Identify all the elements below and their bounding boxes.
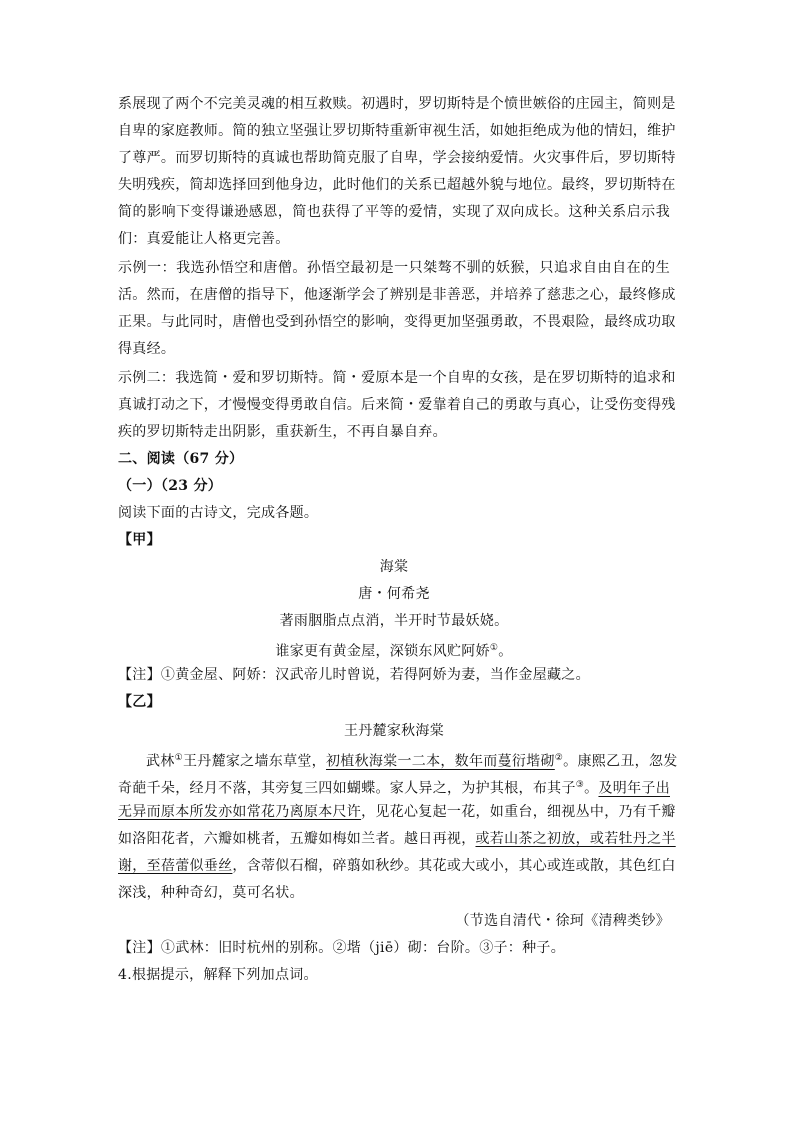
footnote-marker: ① <box>174 753 183 763</box>
text-line: 示例一：我选孙悟空和唐僧。孙悟空最初是一只桀骜不驯的妖猴，只追求自由自在的生 <box>118 260 670 276</box>
text-line: 系展现了两个不完美灵魂的相互救赎。初遇时，罗切斯特是个愤世嫉俗的庄园主，简则是 <box>118 96 676 112</box>
prose-note: 【注】①武林：旧时杭州的别称。②堦（jiē）砌：台阶。③子：种子。 <box>118 940 566 956</box>
text-line: 得真经。 <box>118 341 176 357</box>
text-span: 。康熙乙丑，忽发 <box>563 753 678 770</box>
text-line: 深浅，种种奇幻，莫可名状。 <box>118 885 304 901</box>
instruction: 阅读下面的古诗文，完成各题。 <box>118 505 319 521</box>
poem-title: 海棠 <box>379 559 409 575</box>
text-span: 武林 <box>146 753 175 770</box>
text-span: 如洛阳花者，六瓣如桃者，五瓣如梅如兰者。越日再视， <box>118 831 476 847</box>
example-one <box>118 255 676 363</box>
underlined-phrase: 谢，至蓓蕾似垂丝 <box>118 858 233 874</box>
text-line: 真诚打动之下，才慢慢变得勇敢自信。后来简・爱靠着自己的勇敢与真心，让受伤变得残 <box>118 397 676 413</box>
footnote-marker: ③ <box>575 780 585 790</box>
text-span: 。 <box>584 780 599 797</box>
poem-author: 唐・何希尧 <box>358 586 430 602</box>
text-span: 奇葩千朵，经月不落，其旁复三四如蝴蝶。家人异之，为护其根，布其子 <box>118 780 576 797</box>
text-line: 自卑的家庭教师。简的独立坚强让罗切斯特重新审视生活，如她拒绝成为他的情妇，维护 <box>118 123 676 139</box>
prose-source: （节选自清代・徐珂《清稗类钞》 <box>455 913 670 929</box>
underlined-phrase: 或若山茶之初放，或若牡丹之半 <box>475 831 676 847</box>
subsection-title: （一）（23 分） <box>118 478 223 494</box>
underlined-phrase: 无异而原本所发亦如常花乃离原本尺许 <box>118 804 362 820</box>
poem-line-end: 。 <box>498 643 513 660</box>
text-line: 正果。与此同时，唐僧也受到孙悟空的影响，变得更加坚强勇敢，不畏艰险，最终成功取 <box>118 314 676 330</box>
section-title: 二、阅读（67 分） <box>118 451 244 467</box>
underlined-phrase: 及明年子出 <box>598 780 670 797</box>
footnote-marker: ① <box>489 643 499 653</box>
example-two <box>118 365 676 446</box>
poem-line: 著雨胭脂点点消，半开时节最妖娆。 <box>279 613 509 629</box>
text-line: 们：真爱能让人格更完善。 <box>118 231 290 247</box>
poem-note: 【注】①黄金屋、阿娇：汉武帝儿时曾说，若得阿娇为妻，当作金屋藏之。 <box>118 667 590 683</box>
passage-intro <box>118 91 676 253</box>
text-span: ，含蒂似石榴，碎翦如秋纱。其花或大或小，其心或连或散，其色红白 <box>232 858 676 874</box>
text-line <box>118 853 676 880</box>
prose-title: 王丹麓家秋海棠 <box>343 723 445 739</box>
question-4: 4.根据提示，解释下列加点词。 <box>118 967 318 983</box>
text-line <box>118 826 676 853</box>
part-a-label: 【甲】 <box>118 532 161 548</box>
text-line: 失明残疾，简却选择回到他身边，此时他们的关系已超越外貌与地位。最终，罗切斯特在 <box>118 177 676 193</box>
footnote-marker: ② <box>554 753 564 763</box>
text-line: 活。然而，在唐僧的指导下，他逐渐学会了辨别是非善恶，并培养了慈悲之心，最终修成 <box>118 287 676 303</box>
poem-line-text: 谁家更有黄金屋，深锁东风贮阿娇 <box>275 643 490 660</box>
underlined-phrase: 初植秋海棠一二本，数年而蔓衍堦砌 <box>325 753 555 770</box>
text-line <box>118 745 678 772</box>
text-line <box>118 772 670 799</box>
text-line <box>118 799 676 826</box>
text-line: 了尊严。而罗切斯特的真诚也帮助简克服了自卑，学会接纳爱情。火灾事件后，罗切斯特 <box>118 150 676 166</box>
text-line: 示例二：我选简・爱和罗切斯特。简・爱原本是一个自卑的女孩，是在罗切斯特的追求和 <box>118 370 676 386</box>
part-b-label: 【乙】 <box>118 694 161 710</box>
text-line: 简的影响下变得谦逊感恩，简也获得了平等的爱情，实现了双向成长。这种关系启示我 <box>118 204 670 220</box>
text-line: 疾的罗切斯特走出阴影，重获新生，不再自暴自弃。 <box>118 424 447 440</box>
text-span: 王丹麓家之墙东草堂， <box>182 753 326 770</box>
prose-body <box>118 745 678 907</box>
text-span: ，见花心复起一花，如重台，细视丛中，乃有千瓣 <box>361 804 676 820</box>
